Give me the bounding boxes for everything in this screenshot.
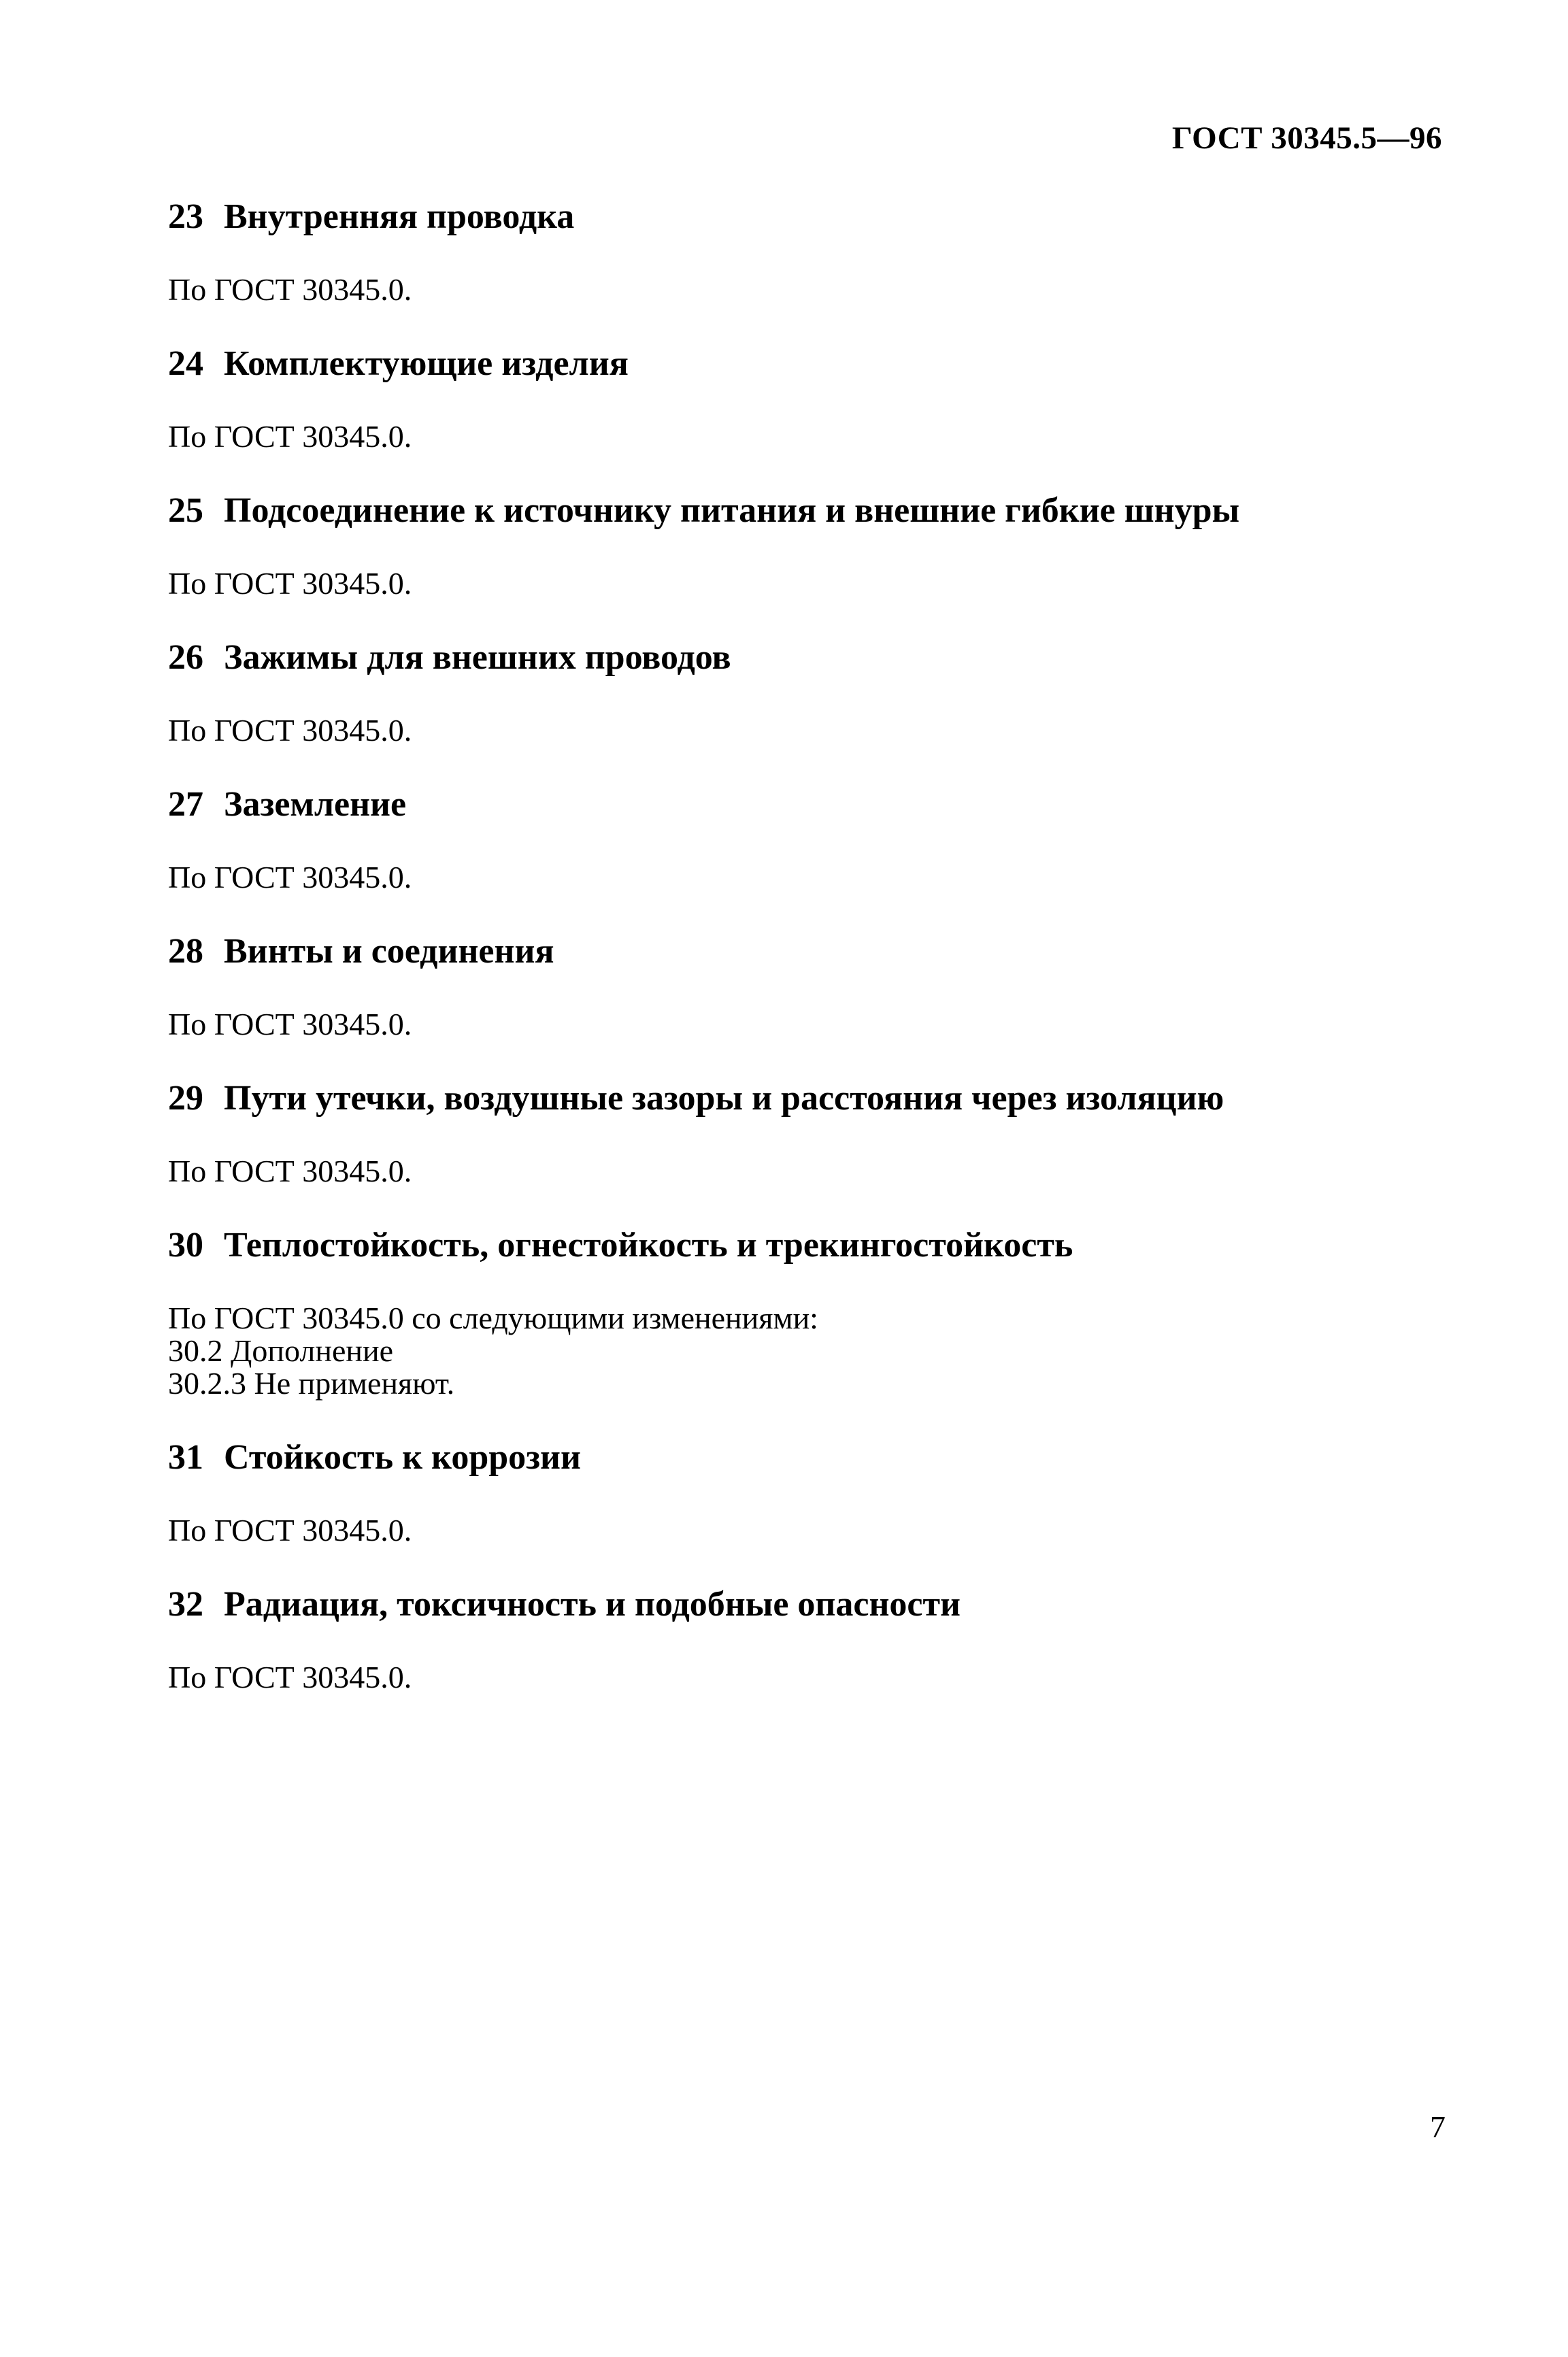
- section-text-line: По ГОСТ 30345.0.: [168, 272, 412, 307]
- section-text: [168, 420, 1461, 453]
- section-number: 30: [168, 1226, 203, 1265]
- document-code-header: ГОСТ 30345.5—96: [1171, 120, 1442, 156]
- section-29: [168, 1072, 1461, 1219]
- section-text-line: По ГОСТ 30345.0.: [168, 1154, 412, 1188]
- section-heading: [168, 925, 1461, 978]
- section-title: Подсоединение к источнику питания и внешние гибкие шнуры: [224, 491, 1240, 530]
- section-text-line: 30.2.3 Не применяют.: [168, 1366, 455, 1401]
- section-text: [168, 1514, 1461, 1547]
- section-text: [168, 1155, 1461, 1188]
- section-heading: [168, 631, 1461, 684]
- section-25: [168, 484, 1461, 631]
- section-number: 31: [168, 1438, 203, 1477]
- section-31: [168, 1431, 1461, 1578]
- section-heading: [168, 1219, 1461, 1272]
- section-number: 24: [168, 344, 203, 383]
- section-heading: [168, 190, 1461, 244]
- section-title: Внутренняя проводка: [224, 197, 575, 236]
- section-30: [168, 1219, 1461, 1431]
- section-number: 25: [168, 491, 203, 530]
- section-text: [168, 1008, 1461, 1041]
- section-heading: [168, 1578, 1461, 1631]
- section-heading: [168, 1072, 1461, 1125]
- section-text-line: По ГОСТ 30345.0 со следующими изменениями:: [168, 1301, 818, 1335]
- section-text-line: По ГОСТ 30345.0.: [168, 1513, 412, 1548]
- section-number: 26: [168, 638, 203, 677]
- section-title: Стойкость к коррозии: [224, 1438, 581, 1477]
- section-title: Винты и соединения: [224, 932, 554, 971]
- section-heading: [168, 337, 1461, 390]
- section-number: 29: [168, 1079, 203, 1118]
- section-title: Заземление: [224, 785, 407, 824]
- section-text-line: По ГОСТ 30345.0.: [168, 419, 412, 454]
- section-heading: [168, 778, 1461, 831]
- section-text-line: По ГОСТ 30345.0.: [168, 1660, 412, 1694]
- section-title: Пути утечки, воздушные зазоры и расстояния через изоляцию: [224, 1079, 1224, 1118]
- section-text-line: По ГОСТ 30345.0.: [168, 713, 412, 748]
- section-text-line: По ГОСТ 30345.0.: [168, 1007, 412, 1041]
- section-28: [168, 925, 1461, 1072]
- section-number: 27: [168, 785, 203, 824]
- section-text-line: 30.2 Дополнение: [168, 1333, 394, 1368]
- section-number: 23: [168, 197, 203, 236]
- section-text: [168, 714, 1461, 747]
- section-text: [168, 1302, 1461, 1400]
- page-number: 7: [1430, 2109, 1446, 2144]
- section-text-line: По ГОСТ 30345.0.: [168, 566, 412, 601]
- section-title: Радиация, токсичность и подобные опасности: [224, 1585, 961, 1624]
- section-title: Теплостойкость, огнестойкость и трекингостойкость: [224, 1226, 1073, 1265]
- section-text: [168, 1661, 1461, 1694]
- section-number: 32: [168, 1585, 203, 1624]
- section-text: [168, 567, 1461, 600]
- section-text: [168, 861, 1461, 894]
- section-number: 28: [168, 932, 203, 971]
- section-title: Комплектующие изделия: [224, 344, 629, 383]
- section-23: [168, 190, 1461, 337]
- section-text: [168, 273, 1461, 306]
- section-text-line: По ГОСТ 30345.0.: [168, 860, 412, 895]
- section-27: [168, 778, 1461, 925]
- section-32: [168, 1578, 1461, 1694]
- document-body: [168, 190, 1461, 1694]
- section-heading: [168, 1431, 1461, 1484]
- section-heading: [168, 484, 1461, 537]
- section-24: [168, 337, 1461, 484]
- section-title: Зажимы для внешних проводов: [224, 638, 731, 677]
- section-26: [168, 631, 1461, 778]
